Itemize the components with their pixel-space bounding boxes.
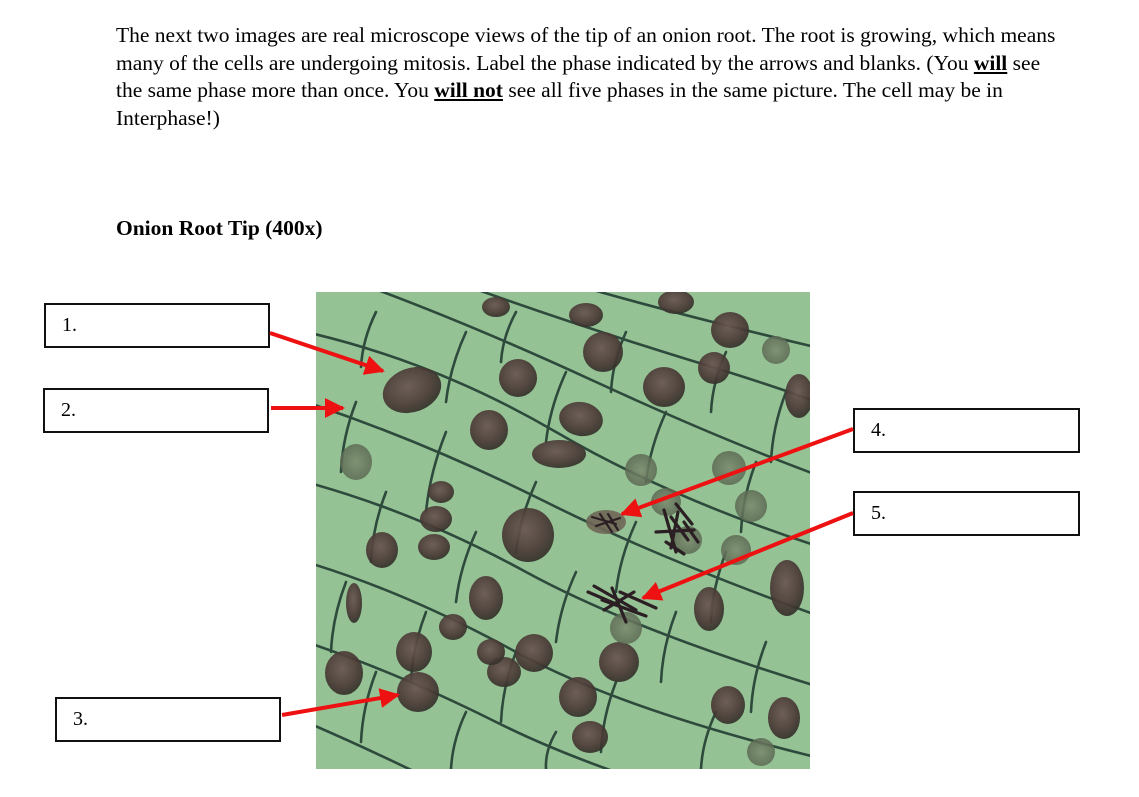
answer-box-1-number: 1. xyxy=(62,314,77,336)
instructions-text-2: see the same phase more than once. You xyxy=(116,50,1041,102)
instructions-text-1: The next two images are real microscope views of the tip of an onion root. The root is growing, which means many of the cells are undergoing mitosis. Label the phase indicated by the arrows and blanks. (You xyxy=(116,23,1056,75)
instructions-emphasis-will-not: will not xyxy=(434,78,503,102)
answer-box-2-number: 2. xyxy=(61,399,76,421)
arrow-1 xyxy=(270,333,383,371)
figure-heading: Onion Root Tip (400x) xyxy=(116,216,323,240)
answer-box-3-number: 3. xyxy=(73,708,88,730)
arrow-3 xyxy=(282,695,398,715)
arrow-4 xyxy=(622,429,853,514)
answer-box-5-number: 5. xyxy=(871,502,886,524)
instructions-emphasis-will: will xyxy=(973,50,1008,75)
arrow-5 xyxy=(643,513,853,598)
instructions-text-3: see all five phases in the same picture. The cell may be in Interphase!) xyxy=(116,78,1003,130)
answer-box-4-number: 4. xyxy=(871,419,886,441)
